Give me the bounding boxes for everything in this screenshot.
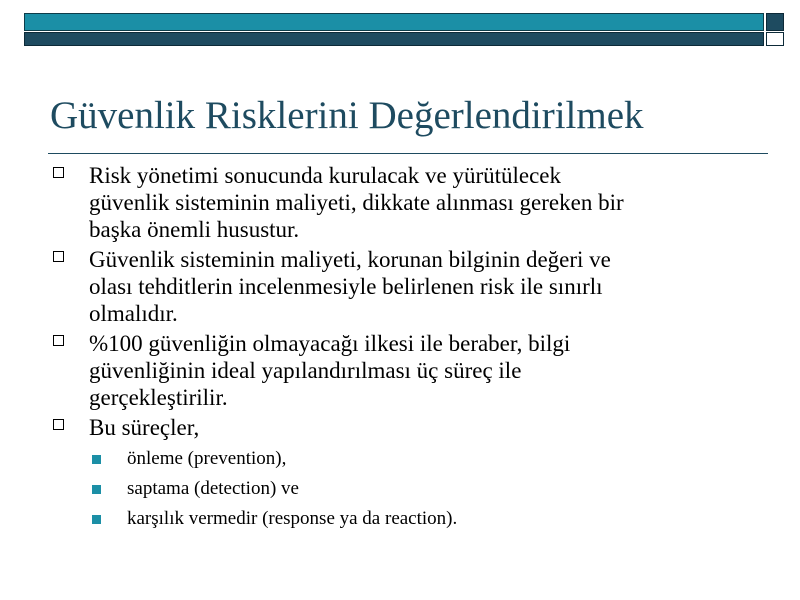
sub-bullet-text: karşılık vermedir (response ya da reaction). [127,508,458,529]
sub-bullet-item [50,474,750,504]
filled-square-bullet-icon [92,515,101,524]
slide-body [50,162,750,534]
filled-square-bullet-icon [92,455,101,464]
bullet-line: olmalıdır. [89,301,178,326]
sub-bullet-text: saptama (detection) ve [127,478,299,499]
hollow-square-bullet-icon [53,167,64,178]
bullet-line: başka önemli husustur. [89,217,300,242]
slide-title: Güvenlik Risklerini Değerlendirilmek [50,94,644,137]
title-divider [48,153,768,154]
hollow-square-bullet-icon [53,335,64,346]
header-bar-top [24,13,764,31]
bullet-line: olası tehditlerin incelenmesiyle belirlenen risk ile sınırlı [89,274,603,299]
sub-bullet-item [50,444,750,474]
bullet-line: Güvenlik sisteminin maliyeti, korunan bilginin değeri ve [89,247,611,272]
sub-bullet-text: önleme (prevention), [127,448,287,469]
header-bar-bottom [24,32,764,46]
bullet-line: %100 güvenliğin olmayacağı ilkesi ile beraber, bilgi [89,331,571,356]
bullet-line: Bu süreçler, [89,415,200,440]
bullet-line: gerçekleştirilir. [89,385,228,410]
sub-bullet-item [50,504,750,534]
bullet-line: güvenlik sisteminin maliyeti, dikkate alınması gereken bir [89,190,624,215]
header-square-dark [766,13,784,31]
filled-square-bullet-icon [92,485,101,494]
bullet-line: güvenliğinin ideal yapılandırılması üç süreç ile [89,358,522,383]
hollow-square-bullet-icon [53,419,64,430]
bullet-item [50,246,750,327]
header-square-light [766,32,784,46]
bullet-line: Risk yönetimi sonucunda kurulacak ve yürütülecek [89,163,562,188]
bullet-item [50,330,750,411]
bullet-item [50,162,750,243]
hollow-square-bullet-icon [53,251,64,262]
bullet-item [50,414,750,441]
